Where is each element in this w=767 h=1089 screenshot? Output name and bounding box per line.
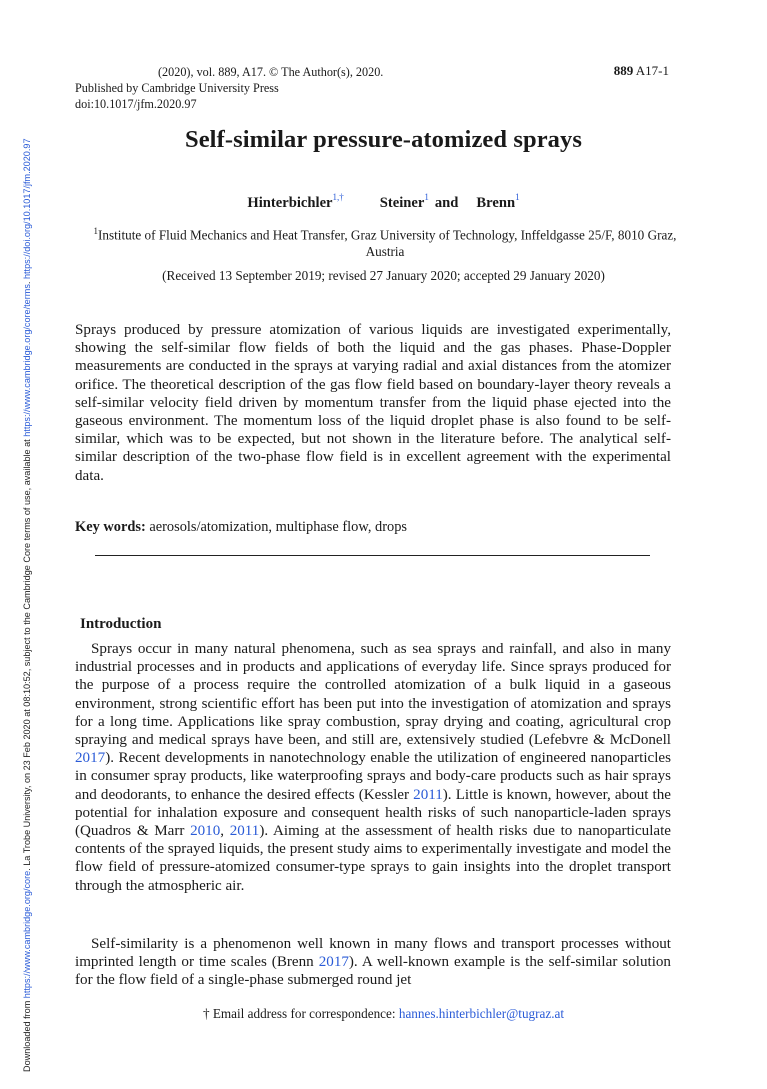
author-1 [247,193,343,212]
author-2-name: Steiner [379,194,425,211]
journal-line: (2020), vol. 889, A17. © The Author(s), 2020. [158,65,384,79]
intro-paragraph-2 [75,935,671,990]
intro-p1-text-5: ). Aiming at the assessment of health risks due to nanoparticulate contents of the sprayed liquids, the present study aims to experimentally investigate and model the flow field of pressure-atomized consumer-type sprays to gain insights into the droplet transport through the atmospheric air. [75,823,672,894]
author-2 [380,193,429,212]
affiliation-text: Institute of Fluid Mechanics and Heat Transfer, Graz University of Technology, Inffeldgasse 25/F, 8010 Graz, Austria [98,227,677,259]
doi-link[interactable]: https://doi.org/10.1017/jfm.2020.97 [22,138,32,280]
author-3-affil[interactable]: 1 [515,192,520,202]
intro-p1-text-2: ). Recent developments in nanotechnology enable the utilization of engineered nanoparticles in consumer spray products, like waterproofing sprays and body-care products such as hair sprays and deodorants, to enhance the desired effects (Kessler [75,750,671,803]
page-number [614,63,669,79]
footnote [0,1006,767,1022]
article-page: A17-1 [633,63,669,78]
download-prefix: Downloaded from [22,998,32,1072]
and-word: and [434,194,459,211]
abstract: Sprays produced by pressure atomization of various liquids are investigated experimentally, showing the self-similar flow fields of both the liquid and the gas phases. Phase-Doppler measurements are conducted in the sprays at varying radial and axial distances from the atomizer orifice. The theoretical description of the gas flow field based on boundary-layer theory reveals a self-similar velocity field driven by momentum transfer from the liquid phase ejected into the gaseous environment. The momentum loss of the liquid droplet phase is also found to be self-similar, which was to be expected, but not shown in the literature before. The analytical self-similar description of the two-phase flow field is in excellent agreement with the experimental data. [75,322,671,484]
author-1-affil[interactable]: 1,† [332,192,344,202]
author-1-name: Hinterbichler [247,194,333,211]
doi-line: doi:10.1017/jfm.2020.97 [75,97,197,111]
footnote-text: † Email address for correspondence: [202,1006,399,1021]
keywords-label: Key words: [75,519,146,535]
intro-p2-text-1: Self-similarity is a phenomenon well known in many flows and transport processes without imprinted length or time scales (Brenn [75,936,671,971]
affiliation [90,223,680,260]
intro-p1-text-3: ). Little is known, however, about the potential for inhalation exposure and consequent health risks of such nanoparticle-laden sprays (Quadros & Marr [75,786,671,840]
received-dates: (Received 13 September 2019; revised 27 January 2020; accepted 29 January 2020) [162,268,605,283]
download-notice [0,0,32,1089]
section-heading-introduction: Introduction [80,616,162,632]
affiliation-marker: 1 [93,226,99,236]
author-3 [476,193,519,212]
citation-brenn-2017[interactable]: 2017 [318,954,349,971]
terms-link[interactable]: https://www.cambridge.org/core/terms [22,284,32,437]
download-middle: . La Trobe University, on 23 Feb 2020 at 08:10:52, subject to the Cambridge Core terms of use, available at [22,436,32,871]
author-list [0,193,767,212]
keywords [75,519,407,536]
intro-p1-text-4: , [220,823,230,840]
section-divider [95,555,650,556]
intro-p1-text-1: Sprays occur in many natural phenomena, such as sea sprays and rainfall, and also in many industrial processes and in products and applications of everyday life. Since sprays produced for the purpose of a process require the controlled atomization of a bulk liquid in a gaseous environment, strong scientific effort has been put into the investigation of atomization and sprays for a long time. Applications like spray combustion, spray drying and coating, agricultural crop spraying and medical sprays have been, and still are, extensively studied (Lefebvre & McDonell [75,641,671,749]
publisher-line: Published by Cambridge University Press [75,81,279,95]
citation-kessler-2011[interactable]: 2011 [413,786,443,803]
citation-quadros-2011[interactable]: 2011 [229,823,260,840]
keywords-text: aerosols/atomization, multiphase flow, drops [145,519,407,535]
volume-number: 889 [613,63,634,78]
intro-p2-text-2: ). A well-known example is the self-similar solution for the flow field of a single-phase submerged round jet [75,954,671,989]
download-separator: . [22,279,32,285]
author-3-name: Brenn [476,194,516,211]
citation-lefebvre-2017[interactable]: 2017 [75,750,106,767]
citation-quadros-2010[interactable]: 2010 [190,823,221,840]
intro-paragraph-1 [75,640,671,895]
paper-title: Self-similar pressure-atomized sprays [184,126,583,153]
cambridge-core-link[interactable]: https://www.cambridge.org/core [22,870,32,999]
correspondence-email-link[interactable]: hannes.hinterbichler@tugraz.at [398,1006,565,1021]
author-2-affil[interactable]: 1 [424,192,429,202]
